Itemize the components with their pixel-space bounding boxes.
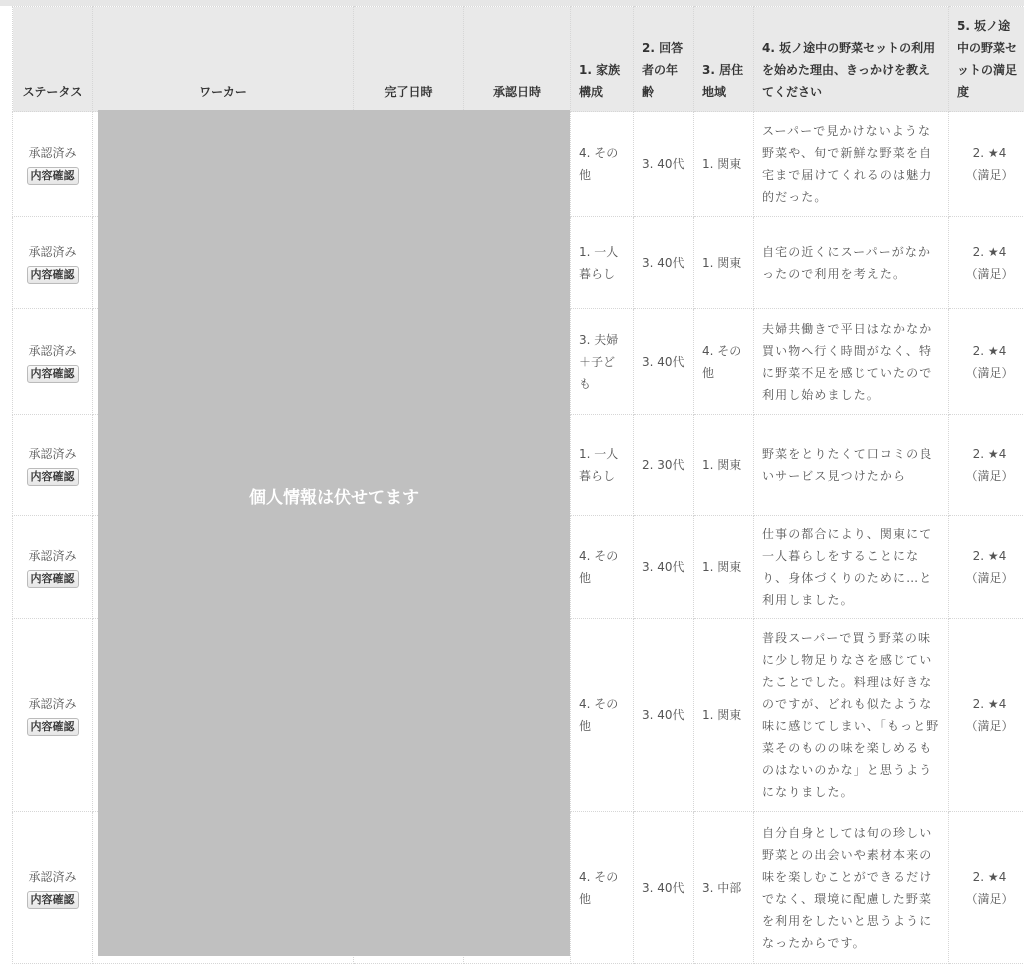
view-content-button[interactable]: 内容確認: [27, 365, 79, 383]
rating-text: 2. ★4: [957, 340, 1022, 362]
header-q2[interactable]: 2. 回答者の年齢: [634, 7, 694, 112]
rating-label: （満足）: [957, 164, 1022, 186]
q4-cell: スーパーで見かけないような野菜や、旬で新鮮な野菜を自宅まで届けてくれるのは魅力的だった。: [754, 112, 949, 217]
status-cell: [13, 415, 93, 516]
status-text: 承認済み: [21, 693, 84, 715]
rating-label: （満足）: [957, 888, 1022, 910]
q1-cell: 1. 一人暮らし: [571, 217, 634, 309]
q5-cell: [949, 309, 1024, 415]
rating-text: 2. ★4: [957, 693, 1022, 715]
q4-cell: 仕事の都合により、関東にて一人暮らしをすることになり、身体づくりのために…と利用しました。: [754, 516, 949, 619]
view-content-button[interactable]: 内容確認: [27, 891, 79, 909]
q4-cell: 自宅の近くにスーパーがなかったので利用を考えた。: [754, 217, 949, 309]
rating-text: 2. ★4: [957, 866, 1022, 888]
privacy-overlay-text: 個人情報は伏せてます: [249, 483, 419, 508]
header-q4[interactable]: 4. 坂ノ途中の野菜セットの利用を始めた理由、きっかけを教えてください: [754, 7, 949, 112]
q5-cell: [949, 812, 1024, 964]
status-cell: [13, 217, 93, 309]
q1-cell: 1. 一人暮らし: [571, 415, 634, 516]
status-text: 承認済み: [21, 866, 84, 888]
privacy-overlay: [98, 110, 570, 956]
q5-cell: [949, 112, 1024, 217]
q1-cell: 4. その他: [571, 516, 634, 619]
status-cell: [13, 619, 93, 812]
status-text: 承認済み: [21, 340, 84, 362]
q3-cell: 1. 関東: [694, 619, 754, 812]
rating-text: 2. ★4: [957, 545, 1022, 567]
q4-cell: 普段スーパーで買う野菜の味に少し物足りなさを感じていたことでした。料理は好きなのですが、どれも似たような味に感じてしまい、「もっと野菜そのものの味を楽しめるものはないのかな」と思うようになりました。: [754, 619, 949, 812]
view-content-button[interactable]: 内容確認: [27, 570, 79, 588]
view-content-button[interactable]: 内容確認: [27, 167, 79, 185]
q1-cell: 4. その他: [571, 812, 634, 964]
rating-label: （満足）: [957, 263, 1022, 285]
q3-cell: 1. 関東: [694, 415, 754, 516]
q4-cell: 夫婦共働きで平日はなかなか買い物へ行く時間がなく、特に野菜不足を感じていたので利用し始めました。: [754, 309, 949, 415]
status-text: 承認済み: [21, 443, 84, 465]
q2-cell: 3. 40代: [634, 812, 694, 964]
header-completed[interactable]: 完了日時: [354, 7, 464, 112]
q2-cell: 3. 40代: [634, 217, 694, 309]
status-text: 承認済み: [21, 142, 84, 164]
q3-cell: 1. 関東: [694, 516, 754, 619]
q2-cell: 3. 40代: [634, 112, 694, 217]
header-status[interactable]: ステータス: [13, 7, 93, 112]
q2-cell: 3. 40代: [634, 309, 694, 415]
q2-cell: 2. 30代: [634, 415, 694, 516]
status-cell: [13, 812, 93, 964]
q5-cell: [949, 619, 1024, 812]
q3-cell: 3. 中部: [694, 812, 754, 964]
q5-cell: [949, 217, 1024, 309]
q1-cell: 4. その他: [571, 619, 634, 812]
rating-label: （満足）: [957, 465, 1022, 487]
header-worker[interactable]: ワーカー: [93, 7, 354, 112]
q1-cell: 4. その他: [571, 112, 634, 217]
q2-cell: 3. 40代: [634, 619, 694, 812]
rating-text: 2. ★4: [957, 241, 1022, 263]
q5-cell: [949, 516, 1024, 619]
rating-label: （満足）: [957, 567, 1022, 589]
rating-label: （満足）: [957, 715, 1022, 737]
q5-cell: [949, 415, 1024, 516]
rating-text: 2. ★4: [957, 142, 1022, 164]
header-approved[interactable]: 承認日時: [464, 7, 571, 112]
q3-cell: 4. その他: [694, 309, 754, 415]
q3-cell: 1. 関東: [694, 217, 754, 309]
q2-cell: 3. 40代: [634, 516, 694, 619]
status-cell: [13, 309, 93, 415]
header-q3[interactable]: 3. 居住地域: [694, 7, 754, 112]
rating-label: （満足）: [957, 362, 1022, 384]
status-cell: [13, 516, 93, 619]
status-cell: [13, 112, 93, 217]
view-content-button[interactable]: 内容確認: [27, 718, 79, 736]
q1-cell: 3. 夫婦＋子ども: [571, 309, 634, 415]
rating-text: 2. ★4: [957, 443, 1022, 465]
q4-cell: 野菜をとりたくて口コミの良いサービス見つけたから: [754, 415, 949, 516]
header-q1[interactable]: 1. 家族構成: [571, 7, 634, 112]
q4-cell: 自分自身としては旬の珍しい野菜との出会いや素材本来の味を楽しむことができるだけでなく、環境に配慮した野菜を利用をしたいと思うようになったからです。: [754, 812, 949, 964]
q3-cell: 1. 関東: [694, 112, 754, 217]
header-q5[interactable]: 5. 坂ノ途中の野菜セットの満足度: [949, 7, 1024, 112]
header-row: [13, 7, 1024, 112]
status-text: 承認済み: [21, 241, 84, 263]
status-text: 承認済み: [21, 545, 84, 567]
view-content-button[interactable]: 内容確認: [27, 468, 79, 486]
view-content-button[interactable]: 内容確認: [27, 266, 79, 284]
